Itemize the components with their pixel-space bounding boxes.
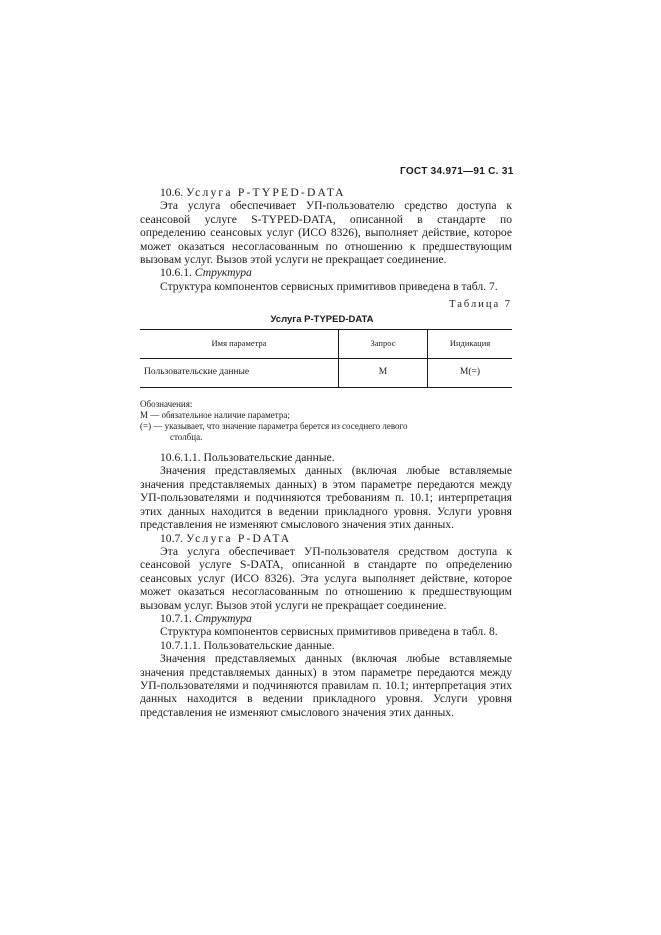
table-header-cell: Индикация (428, 330, 513, 359)
section-title: Услуга P-DATA (186, 531, 292, 545)
parameters-table (140, 329, 512, 388)
table-notes (140, 399, 512, 443)
table-label: Таблица 7 (449, 299, 512, 311)
note-eq-cont: столбца. (170, 432, 203, 443)
page-header: ГОСТ 34.971—91 С. 31 (400, 166, 514, 177)
section-10-6-1-1-paragraph: Значения представляемых данных (включая любые вставляемые значения представляемых данных) в этом параметре передаются между УП-пользователями и подчиняются требованиям п. 10.1; интерпретация этих данных находится в ведении прикладного уровня. Услуги уровня представления не изменяют смыслового значения этих данных. (140, 464, 512, 532)
table-header-row (140, 330, 512, 359)
section-10-6-heading: 10.6. Услуга P-TYPED-DATA (160, 186, 346, 199)
table-cell: Пользовательские данные (140, 359, 339, 388)
table-caption: Услуга P-TYPED-DATA (270, 313, 374, 325)
note-eq: (=) — указывает, что значение параметра берется из соседнего левого (140, 421, 408, 432)
table-cell: М (339, 359, 428, 388)
section-10-7-1-paragraph: Структура компонентов сервисных примитивов приведена в табл. 8. (160, 625, 498, 639)
section-10-6-paragraph: Эта услуга обеспечивает УП-пользователю средство доступа к сеансовой услуге S-TYPED-DATA, описанной в стандарте по определению сеансовых услуг (ИСО 8326), выполняет действие, которое может оказаться несогласованным по отношению к предшествующим вызовам услуг. Вызов этой услуги не прекращает соединение. (140, 199, 512, 267)
section-10-7-1-1-paragraph: Значения представляемых данных (включая любые вставляемые значения представляемых данных) в этом параметре передаются между УП-пользователями и подчиняются правилам п. 10.1; интерпретация этих данных находится в ведении прикладного уровня. Услуги уровня представления не изменяют смыслового значения этих данных. (140, 652, 512, 719)
table-header-cell: Запрос (339, 330, 428, 359)
section-10-6-1-heading: 10.6.1. Структура (160, 266, 252, 280)
section-title: Услуга P-TYPED-DATA (186, 186, 346, 199)
table-header-cell: Имя параметра (140, 330, 339, 359)
section-10-7-1-heading: 10.7.1. Структура (160, 611, 252, 625)
notes-title: Обозначения: (140, 399, 193, 410)
section-10-7-1-1-heading: 10.7.1.1. Пользовательские данные. (160, 638, 335, 652)
table-cell: М(=) (428, 359, 513, 388)
table-row (140, 359, 512, 388)
document-body (140, 186, 512, 719)
section-10-6-1-1-heading: 10.6.1.1. Пользовательские данные. (160, 451, 335, 465)
note-m: М — обязательное наличие параметра; (140, 410, 290, 421)
section-10-7-paragraph: Эта услуга обеспечивает УП-пользователя средством доступа к сеансовой услуге S-DATA, описанной в стандарте по определению сеансовых услуг (ИСО 8326). Эта услуга выполняет действие, которое может оказаться несогласованным по отношению к предшествующим вызовам услуг. Вызов этой услуги не прекращает соединение. (140, 544, 512, 612)
section-10-7-heading: 10.7. Услуга P-DATA (160, 531, 292, 545)
section-10-6-1-paragraph: Структура компонентов сервисных примитивов приведена в табл. 7. (160, 279, 498, 293)
